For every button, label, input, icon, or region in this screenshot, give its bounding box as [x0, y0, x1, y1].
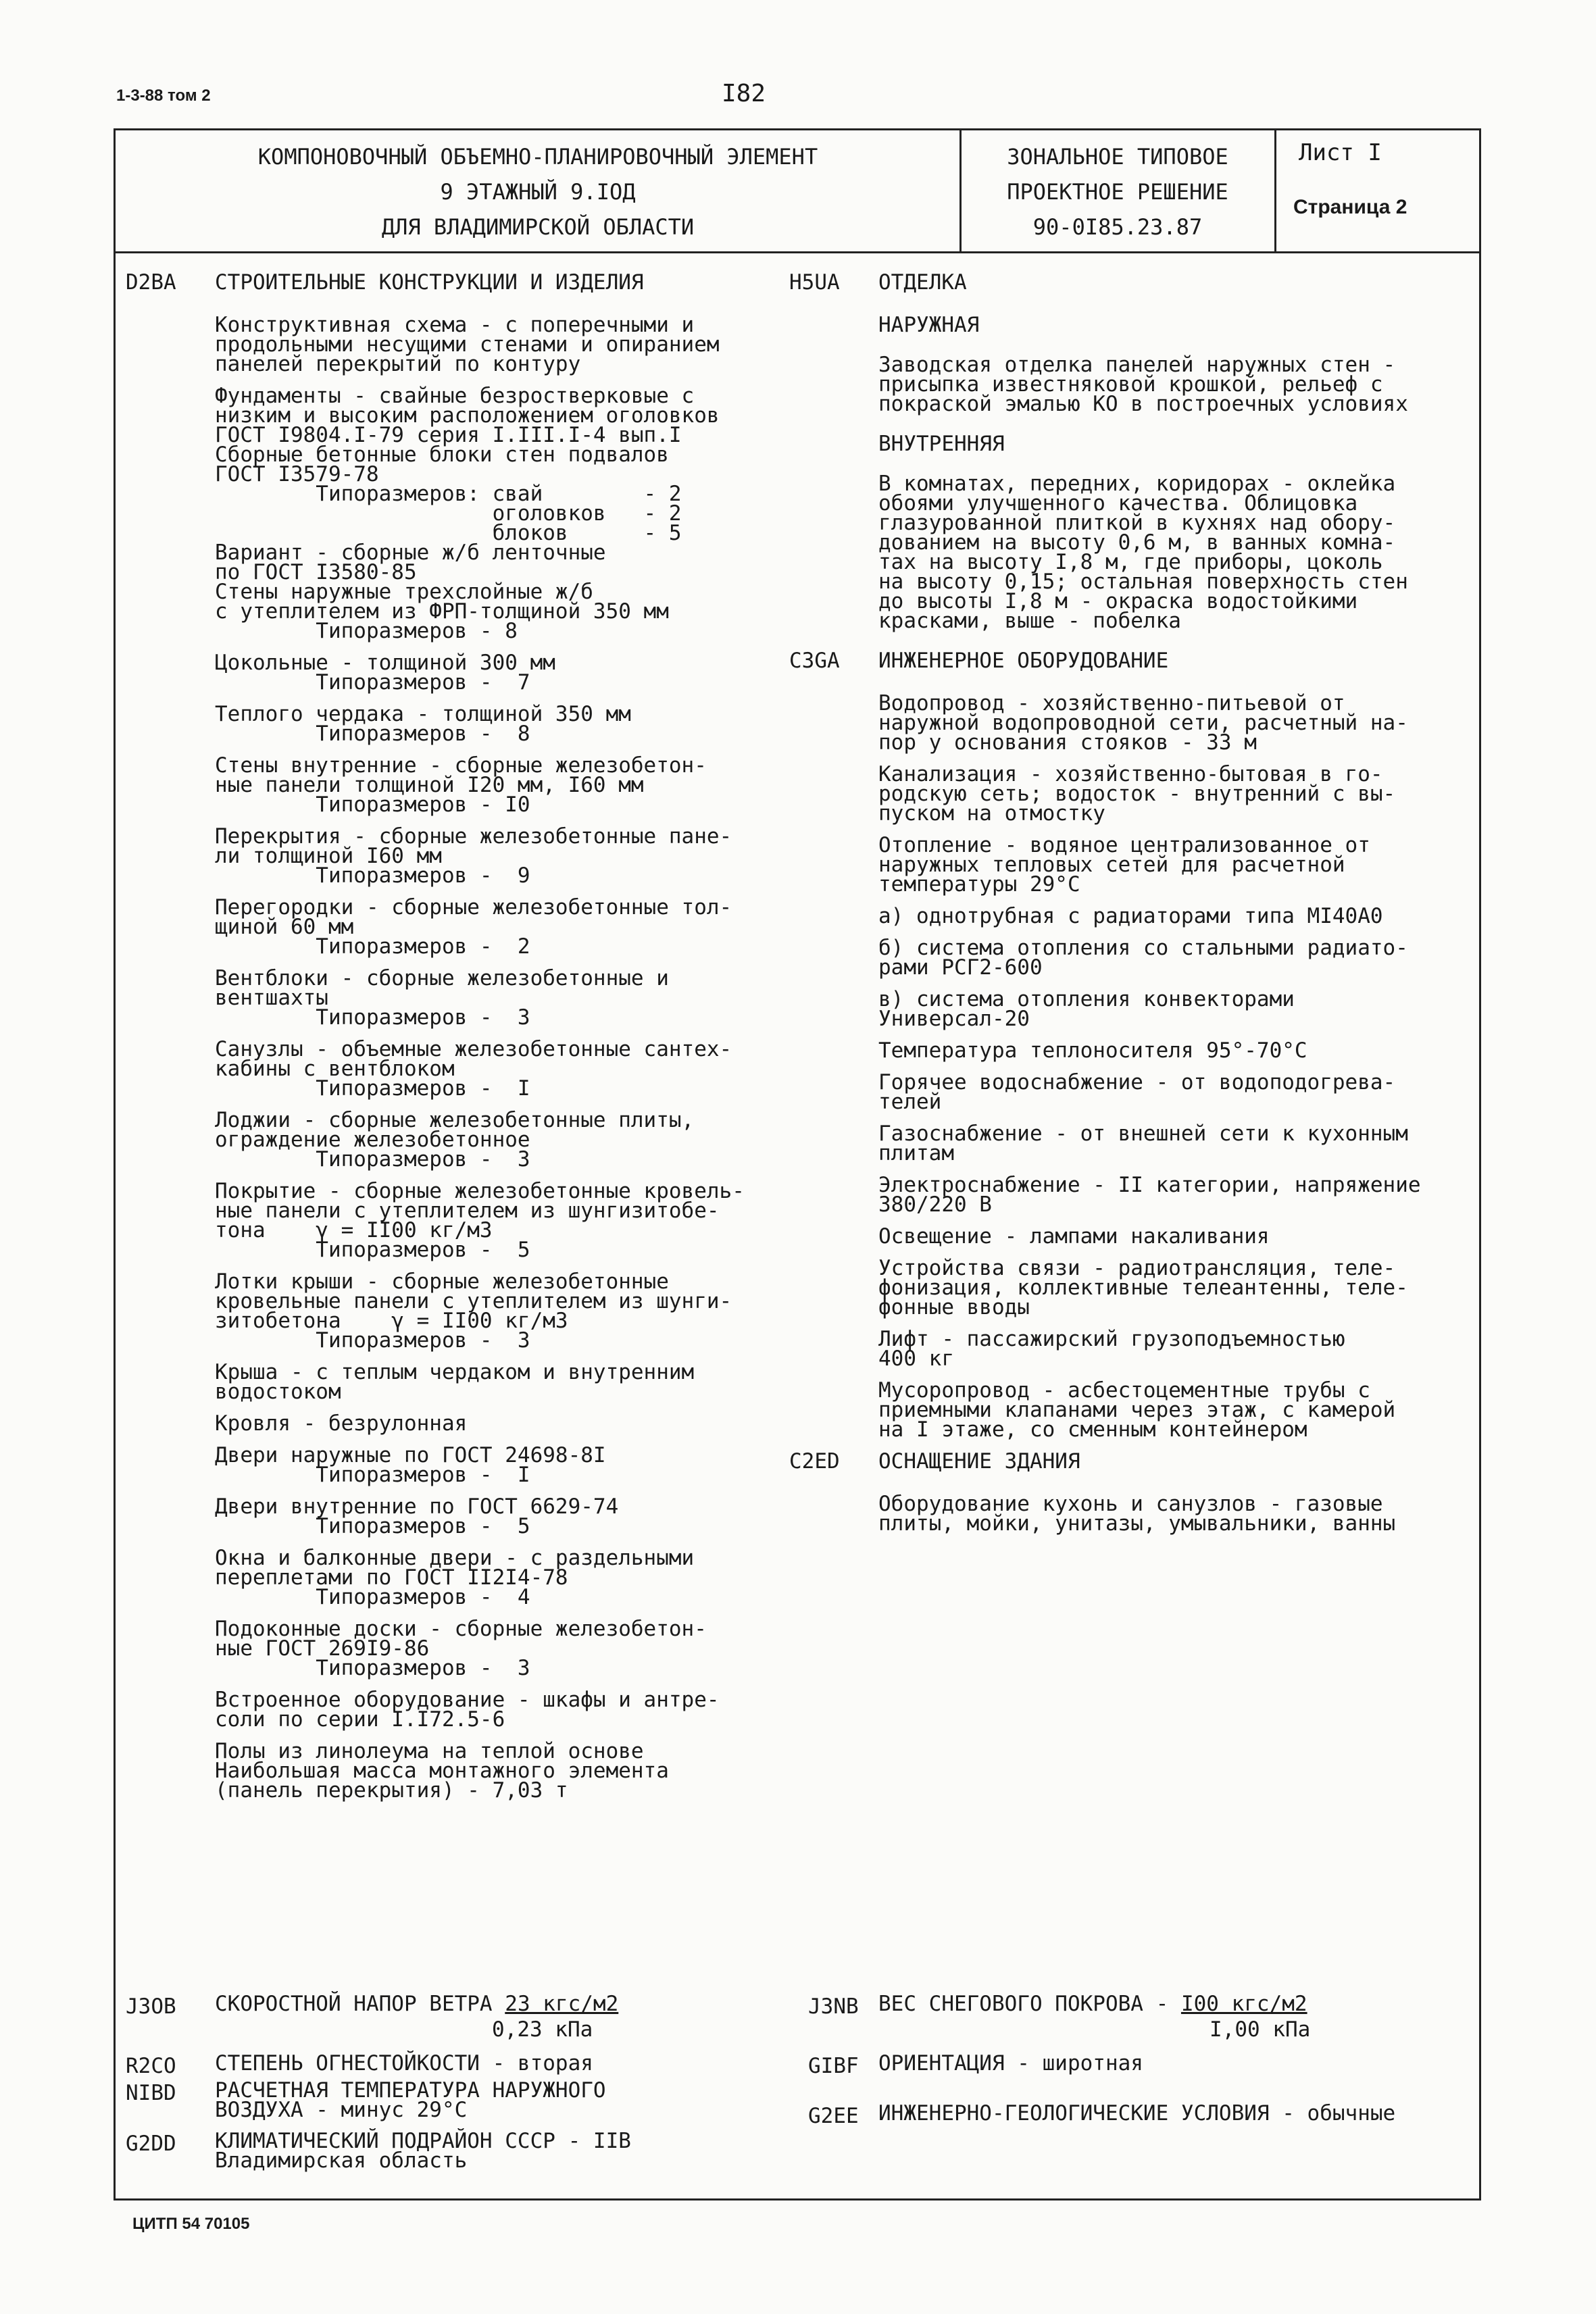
spec-item: Мусоропровод - асбестоцементные трубы с приемными клапанами через этаж, с камерой на I этаже, со сменным контейнером: [878, 1378, 1396, 1442]
spec-item: Стены наружные трехслойные ж/б с утеплителем из ФРП-толщиной 350 мм Типоразмеров - 8: [215, 580, 669, 643]
climate-text: КЛИМАТИЧЕСКИЙ ПОДРАЙОН СССР - IIВ Владимирская область: [215, 2129, 631, 2173]
section-code: C3GA: [789, 649, 840, 673]
section-code: C2ED: [789, 1449, 840, 1474]
spec-item: Вентблоки - сборные железобетонные и вентшахты Типоразмеров - 3: [215, 966, 669, 1030]
snow-row: [878, 1994, 1307, 2014]
document-title: [119, 139, 957, 245]
document-title-line: КОМПОНОВОЧНЫЙ ОБЪЕМНО-ПЛАНИРОВОЧНЫЙ ЭЛЕМЕНТ: [257, 144, 818, 170]
snow-label: ВЕС СНЕГОВОГО ПОКРОВА -: [878, 1992, 1169, 2016]
section-code: D2BA: [126, 270, 176, 295]
temp-code: NIBD: [126, 2081, 176, 2105]
spec-item: Устройства связи - радиотрансляция, теле- фонизация, коллективные телеантенны, теле- фонные вводы: [878, 1256, 1408, 1319]
spec-item: Конструктивная схема - с поперечными и продольными несущими стенами и опиранием панелей перекрытий по контуру: [215, 313, 720, 376]
temp-text: РАСЧЕТНАЯ ТЕМПЕРАТУРА НАРУЖНОГО ВОЗДУХА - минус 29°С: [215, 2078, 606, 2122]
spec-item: Канализация - хозяйственно-бытовая в го- родскую сеть; водосток - внутренний с вы- пуском на отмостку: [878, 762, 1396, 826]
fire-code: R2CO: [126, 2054, 176, 2078]
decision-number: 90-0I85.23.87: [1032, 214, 1203, 240]
footer-stamp: ЦИТП 54 70105: [132, 2215, 250, 2233]
spec-item: Отопление - водяное централизованное от наружных тепловых сетей для расчетной температуры 29°С: [878, 833, 1370, 897]
orientation-code: GIBF: [808, 2054, 859, 2078]
section-heading: ИНЖЕНЕРНОЕ ОБОРУДОВАНИЕ: [878, 649, 1169, 673]
page-number: I82: [722, 80, 766, 107]
spec-item: Перегородки - сборные железобетонные тол- щиной 60 мм Типоразмеров - 2: [215, 895, 732, 959]
spec-item: Фундаменты - свайные безростверковые с низким и высоким расположением оголовков ГОСТ I9804.I-79 серия I.III.I-4 вып.I Сборные бетонные блоки стен подвалов ГОСТ I3579-78: [215, 384, 720, 486]
spec-item: Оборудование кухонь и санузлов - газовые плиты, мойки, унитазы, умывальники, ванны: [878, 1492, 1396, 1536]
orientation-text: ОРИЕНТАЦИЯ - широтная: [878, 2051, 1143, 2076]
subsection-heading: ВНУТРЕННЯЯ: [878, 432, 1005, 456]
spec-item: Стены внутренние - сборные железобетон- ные панели толщиной I20 мм, I60 мм Типоразмеров - I0: [215, 753, 707, 817]
spec-item: Окна и балконные двери - с раздельными переплетами по ГОСТ II2I4-78 Типоразмеров - 4: [215, 1546, 695, 1609]
spec-item: Теплого чердака - толщиной 350 мм Типоразмеров - 8: [215, 702, 631, 746]
spec-item: а) однотрубная с радиаторами типа МI40А0: [878, 904, 1383, 928]
spec-item: Вариант - сборные ж/б ленточные по ГОСТ I3580-85: [215, 540, 606, 584]
decision-line: ПРОЕКТНОЕ РЕШЕНИЕ: [1007, 179, 1228, 205]
spec-item: Встроенное оборудование - шкафы и антре- соли по серии I.I72.5-6: [215, 1688, 720, 1732]
spec-item: Санузлы - объемные железобетонные сантех- кабины с вентблоком Типоразмеров - I: [215, 1037, 732, 1101]
spec-item: Лоджии - сборные железобетонные плиты, ограждение железобетонное Типоразмеров - 3: [215, 1108, 695, 1172]
climate-code: G2DD: [126, 2132, 176, 2156]
decision-block: [962, 139, 1273, 245]
fire-text: СТЕПЕНЬ ОГНЕСТОЙКОСТИ - вторая: [215, 2051, 593, 2076]
spec-item: б) система отопления со стальными радиато- рами РСГ2-600: [878, 936, 1408, 980]
spec-item: Полы из линолеума на теплой основе Наибольшая масса монтажного элемента (панель перекрытия) - 7,03 т: [215, 1739, 669, 1803]
spec-item: Двери наружные по ГОСТ 24698-8I Типоразмеров - I: [215, 1443, 606, 1487]
sheet-label: Лист I: [1299, 139, 1382, 166]
wind-value: 23 кгс/м2: [505, 1992, 619, 2016]
section-heading: ОСНАЩЕНИЕ ЗДАНИЯ: [878, 1449, 1080, 1474]
spec-item: Водопровод - хозяйственно-питьевой от наружной водопроводной сети, расчетный на- пор у основания стояков - 33 м: [878, 691, 1408, 755]
spec-item: Подоконные доски - сборные железобетон- ные ГОСТ 269I9-86 Типоразмеров - 3: [215, 1617, 707, 1680]
wind-label: СКОРОСТНОЙ НАПОР ВЕТРА: [215, 1992, 493, 2016]
spec-item: Кровля - безрулонная: [215, 1411, 468, 1436]
spec-item: Цокольные - толщиной 300 мм Типоразмеров - 7: [215, 651, 555, 695]
snow-kpa: I,00 кПа: [1210, 2017, 1311, 2042]
spec-item: Электроснабжение - II категории, напряжение 380/220 В: [878, 1173, 1421, 1217]
spec-item: в) система отопления конвекторами Универсал-20: [878, 987, 1295, 1031]
series-label: 1-3-88 том 2: [116, 86, 211, 105]
geology-text: ИНЖЕНЕРНО-ГЕОЛОГИЧЕСКИЕ УСЛОВИЯ - обычные: [878, 2101, 1396, 2126]
section-code: H5UA: [789, 270, 840, 295]
header-divider-right: [1274, 128, 1276, 253]
structures-section: [126, 270, 809, 1813]
spec-item: В комнатах, передних, коридорах - оклейка обоями улучшенного качества. Облицовка глазурованной плиткой в кухнях над обору- дованием на высоту 0,6 м, в ванных комна- тах на высоту I,8 м, где приборы, цоколь на высоту 0,15; остальная поверхность стен до высоты I,8 м - окраска водостойкими красками, выше - побелка: [878, 472, 1408, 633]
spec-item: Покрытие - сборные железобетонные кровель- ные панели с утеплителем из шунгизитобе- тона γ = II00 кг/м3 Типоразмеров - 5: [215, 1179, 745, 1262]
section-heading: СТРОИТЕЛЬНЫЕ КОНСТРУКЦИИ И ИЗДЕЛИЯ: [215, 270, 644, 295]
geology-code: G2EE: [808, 2104, 859, 2128]
snow-value: I00 кгс/м2: [1180, 1992, 1307, 2016]
section-heading: ОТДЕЛКА: [878, 270, 967, 295]
snow-code: J3NB: [808, 1994, 859, 2019]
spec-item: Температура теплоносителя 95°-70°С: [878, 1038, 1307, 1063]
spec-item: Лифт - пассажирский грузоподъемностью 400 кг: [878, 1327, 1345, 1371]
document-title-line: ДЛЯ ВЛАДИМИРСКОЙ ОБЛАСТИ: [381, 214, 695, 240]
page-label: Страница 2: [1293, 196, 1407, 218]
spec-item: Двери внутренние по ГОСТ 6629-74 Типоразмеров - 5: [215, 1494, 619, 1538]
finishing-section: [789, 270, 1473, 1546]
spec-item: Типоразмеров: свай - 2 оголовков - 2 блоков - 5: [316, 482, 682, 545]
document-title-line: 9 ЭТАЖНЫЙ 9.IОД: [440, 179, 636, 205]
spec-item: Заводская отделка панелей наружных стен - присыпка известняковой крошкой, рельеф с покраской эмалью КО в построечных условиях: [878, 353, 1408, 416]
spec-item: Газоснабжение - от внешней сети к кухонным плитам: [878, 1122, 1408, 1165]
wind-kpa: 0,23 кПа: [492, 2017, 593, 2042]
wind-code: J3OB: [126, 1994, 176, 2019]
subsection-heading: НАРУЖНАЯ: [878, 313, 980, 337]
decision-line: ЗОНАЛЬНОЕ ТИПОВОЕ: [1007, 144, 1228, 170]
wind-row: [215, 1994, 618, 2014]
spec-item: Крыша - с теплым чердаком и внутренним водостоком: [215, 1360, 695, 1404]
spec-item: Горячее водоснабжение - от водоподогрева- телей: [878, 1070, 1396, 1114]
spec-item: Перекрытия - сборные железобетонные пане- ли толщиной I60 мм Типоразмеров - 9: [215, 824, 732, 888]
spec-item: Освещение - лампами накаливания: [878, 1224, 1270, 1249]
spec-item: Лотки крыши - сборные железобетонные кровельные панели с утеплителем из шунги- зитобетона γ = II00 кг/м3 Типоразмеров - 3: [215, 1269, 732, 1353]
header-divider-left: [959, 128, 962, 253]
